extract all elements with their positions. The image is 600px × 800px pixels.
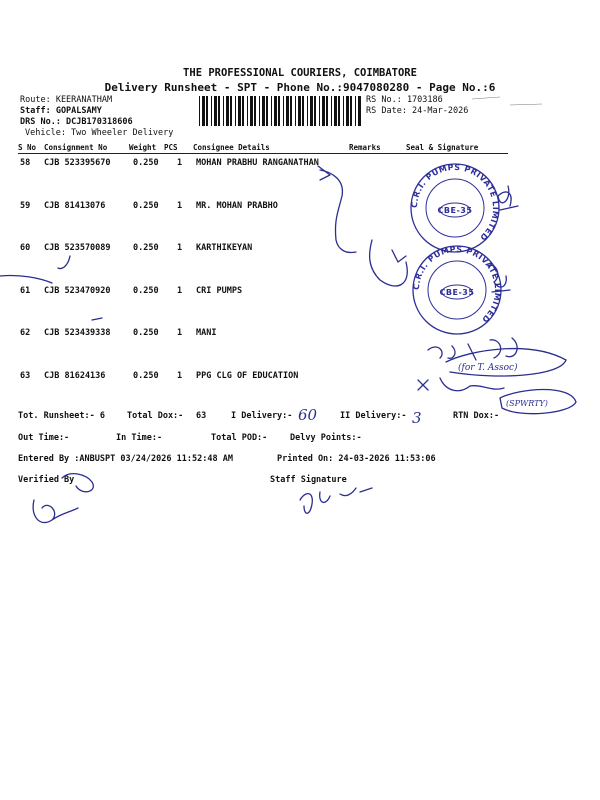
row-sno: 59 [20,201,31,211]
row-weight: 0.250 [133,286,159,296]
col-header-sno: S No [18,143,37,152]
total-pod-label: Total POD:- [211,433,268,443]
row-weight: 0.250 [133,158,159,168]
col-header-remarks: Remarks [349,143,381,152]
i-delivery-label: I Delivery:- [231,411,293,421]
row-consignment: CJB 523395670 [44,158,111,168]
company-stamp [402,240,512,340]
row-weight: 0.250 [133,201,159,211]
row-weight: 0.250 [133,328,159,338]
row-weight: 0.250 [133,371,159,381]
entered-by: Entered By :ANBUSPT 03/24/2026 11:52:48 AM [18,454,233,464]
svg-text:(SPWRTY): (SPWRTY) [506,399,548,408]
row-sno: 60 [20,243,31,253]
row-pcs: 1 [177,286,183,296]
col-header-seal: Seal & Signature [406,143,479,152]
total-runsheet: Tot. Runsheet:- 6 [18,411,105,421]
stamp-center-text: CBE-35 [437,206,473,215]
col-header-weight: Weight [129,143,157,152]
row-consignment: CJB 81624136 [44,371,106,381]
delvy-points-label: Delvy Points:- [290,433,362,443]
row-consignment: CJB 523470920 [44,286,111,296]
vehicle-label: Vehicle: Two Wheeler Delivery [25,128,174,138]
rtn-dox-label: RTN Dox:- [453,411,500,421]
stamp-ring-text: C.R.I. PUMPS PRIVATE LIMITED [409,162,501,243]
in-time-label: In Time:- [116,433,163,443]
i-delivery-handwritten: 60 [298,406,318,424]
row-pcs: 1 [177,371,183,381]
col-header-pcs: PCS [164,143,178,152]
ii-delivery-label: II Delivery:- [340,411,407,421]
row-sno: 61 [20,286,31,296]
printed-on: Printed On: 24-03-2026 11:53:06 [277,454,436,464]
row-consignment: CJB 81413076 [44,201,106,211]
svg-text:(for T. Assoc): (for T. Assoc) [458,363,518,373]
row-sno: 63 [20,371,31,381]
row-pcs: 1 [177,328,183,338]
row-consignee: KARTHIKEYAN [196,243,253,253]
row-consignment: CJB 523570089 [44,243,111,253]
drs-label: DRS No.: DCJB170318606 [20,117,133,127]
row-sno: 62 [20,328,31,338]
total-dox-value: 63 [196,411,207,421]
staff-signature-label: Staff Signature [270,475,347,485]
row-pcs: 1 [177,158,183,168]
row-pcs: 1 [177,201,183,211]
route-label: Route: KEERANATHAM [20,95,113,105]
row-consignee: MANI [196,328,217,338]
row-sno: 58 [20,158,31,168]
rs-date: RS Date: 24-Mar-2026 [366,106,469,116]
row-consignee: MOHAN PRABHU RANGANATHAN [196,158,319,168]
staff-label: Staff: GOPALSAMY [20,106,102,116]
col-header-consignee: Consignee Details [193,143,270,152]
runsheet-subtitle: Delivery Runsheet - SPT - Phone No.:9047080280 - Page No.:6 [104,81,496,94]
col-header-consignment: Consignment No [44,143,108,152]
row-pcs: 1 [177,243,183,253]
company-title: THE PROFESSIONAL COURIERS, COIMBATORE [183,67,417,79]
row-consignee: PPG CLG OF EDUCATION [196,371,299,381]
row-weight: 0.250 [133,243,159,253]
verified-by-label: Verified By [18,475,75,485]
stamp-center-text: CBE-35 [439,288,475,297]
stamp-ring-text: C.R.I. PUMPS PRIVATE LIMITED [411,244,503,325]
out-time-label: Out Time:- [18,433,70,443]
total-dox-label: Total Dox:- [127,411,184,421]
row-consignee: CRI PUMPS [196,286,243,296]
rs-number: RS No.: 1703186 [366,95,443,105]
row-consignment: CJB 523439338 [44,328,111,338]
row-consignee: MR. MOHAN PRABHO [196,201,278,211]
ii-delivery-handwritten: 3 [412,409,422,427]
